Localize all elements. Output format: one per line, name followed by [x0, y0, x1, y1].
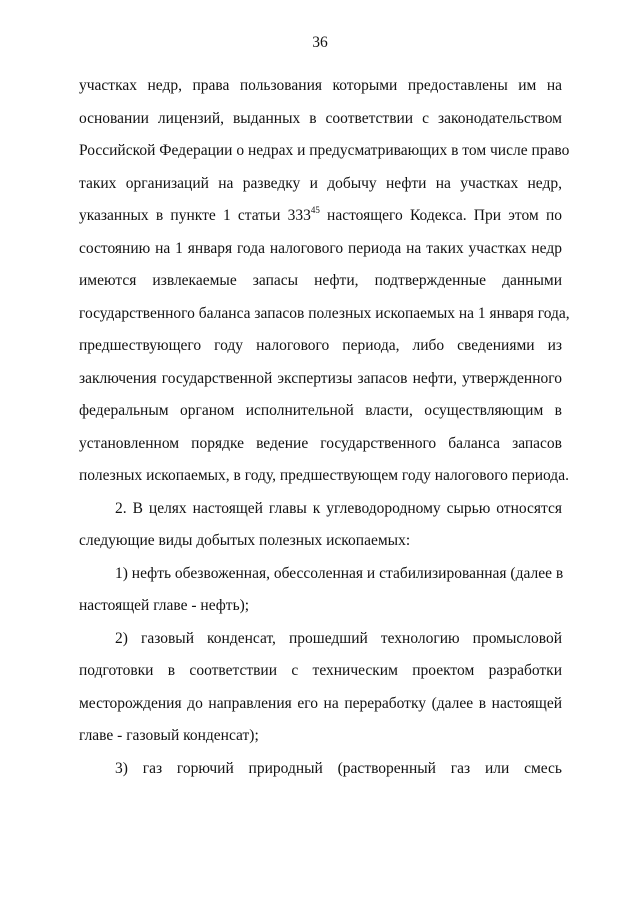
text-fragment: указанных в пункте 1 статьи 333 [79, 207, 311, 224]
paragraph-start-line: 3) газ горючий природный (растворенный газ или смесь [115, 759, 562, 777]
text-line: основании лицензий, выданных в соответствии с законодательством [79, 109, 562, 127]
text-line: настоящей главе - нефть); [79, 597, 250, 614]
paragraph-start-line: 2. В целях настоящей главы к углеводородному сырью относятся [115, 499, 562, 517]
paragraph-start-line: 1) нефть обезвоженная, обессоленная и стабилизированная (далее в [115, 564, 564, 582]
text-line: установленном порядке ведение государственного баланса запасов [79, 434, 562, 452]
text-line: предшествующего году налогового периода, либо сведениями из [79, 337, 562, 354]
text-line: участках недр, права пользования которыми предоставлены им на [79, 77, 562, 94]
text-line: следующие виды добытых полезных ископаемых: [79, 532, 411, 549]
text-line: государственного баланса запасов полезных ископаемых на 1 января года, [79, 304, 570, 322]
text-line: заключения государственной экспертизы запасов нефти, утвержденного [79, 369, 562, 387]
document-body [79, 70, 570, 785]
text-line: состоянию на 1 января года налогового периода на таких участках недр [79, 239, 562, 257]
text-line: имеются извлекаемые запасы нефти, подтвержденные данными [79, 272, 562, 289]
text-line: главе - газовый конденсат); [79, 727, 259, 744]
text-line: месторождения до направления его на переработку (далее в настоящей [79, 694, 562, 712]
text-line: федеральным органом исполнительной власти, осуществляющим в [79, 402, 562, 419]
text-line: Российской Федерации о недрах и предусматривающих в том числе право [79, 142, 570, 159]
text-fragment: настоящего Кодекса. При этом по [319, 207, 562, 224]
text-line: подготовки в соответствии с техническим проектом разработки [79, 662, 562, 679]
page-number: 36 [312, 34, 328, 51]
paragraph-start-line: 2) газовый конденсат, прошедший технологию промысловой [115, 629, 562, 647]
text-line-with-superscript [79, 200, 562, 233]
text-line: полезных ископаемых, в году, предшествующем году налогового периода. [79, 467, 569, 484]
article-superscript: 45 [310, 205, 320, 215]
text-line: таких организаций на разведку и добычу нефти на участках недр, [79, 174, 562, 192]
